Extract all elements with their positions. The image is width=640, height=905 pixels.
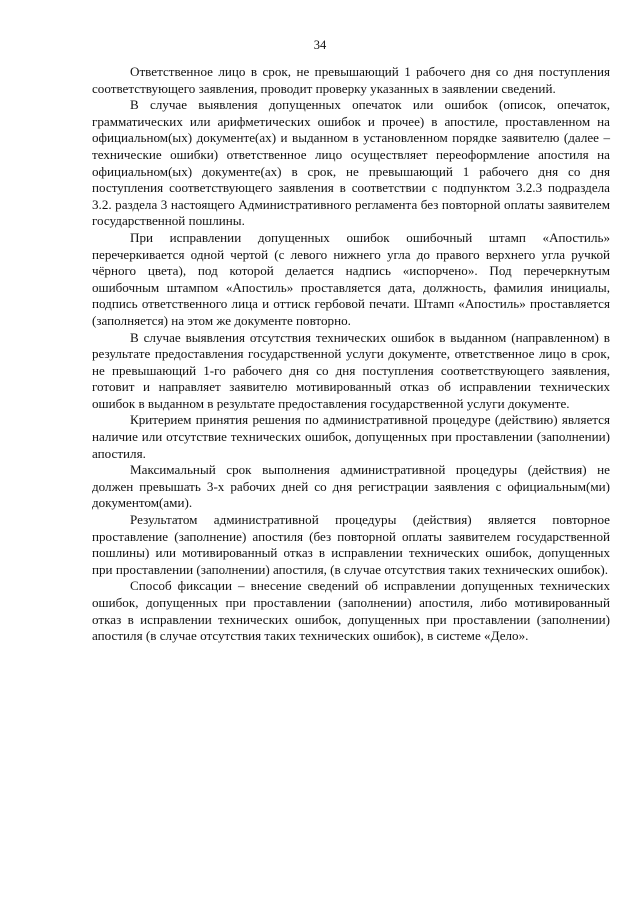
paragraph: В случае выявления отсутствия технических ошибок в выданном (направленном) в результате предоставления государственной услуги документе, ответственное лицо в срок, не превышающий 1-го рабочего дня со дня поступления соответствующего заявления, готовит и направляет заявителю мотивированный отказ об исправлении технических ошибок в выданном в результате предоставления государственной услуги документе. — [92, 329, 610, 411]
page-number: 34 — [313, 38, 327, 52]
body-text — [92, 64, 610, 645]
paragraph: При исправлении допущенных ошибок ошибочный штамп «Апостиль» перечеркивается одной чертой (с левого нижнего угла до правого верхнего угла ручкой чёрного цвета), под которой делается надпись «испорчено». Под перечеркнутым ошибочным штампом «Апостиль» проставляется дата, должность, фамилия инициалы, подпись ответственного лица и оттиск гербовой печати. Штамп «Апостиль» проставляется (заполняется) на этом же документе повторно. — [92, 229, 610, 328]
paragraph: Ответственное лицо в срок, не превышающий 1 рабочего дня со дня поступления соответствующего заявления, проводит проверку указанных в заявлении сведений. — [92, 64, 610, 96]
paragraph: Критерием принятия решения по административной процедуре (действию) является наличие или отсутствие технических ошибок, допущенных при проставлении (заполнении) апостиля. — [92, 412, 610, 461]
paragraph: Способ фиксации – внесение сведений об исправлении допущенных технических ошибок, допущенных при проставлении (заполнении) апостиля, либо мотивированный отказ в исправлении технических ошибок, допущенных при проставлении (заполнении) апостиля (в случае отсутствия таких технических ошибок), в системе «Дело». — [92, 578, 610, 644]
paragraph: Результатом административной процедуры (действия) является повторное проставление (заполнение) апостиля (без повторной оплаты заявителем государственной пошлины) или мотивированный отказ в исправлении технических ошибок, допущенных при проставлении (заполнении) апостиля, (в случае отсутствия таких технических ошибок). — [92, 512, 610, 577]
paragraph: В случае выявления допущенных опечаток или ошибок (описок, опечаток, грамматических или арифметических ошибок и прочее) в апостиле, проставленном на официальном(ых) документе(ах) и выданном в установленном порядке заявителю (далее – технические ошибки) ответственное лицо осуществляет переоформление апостиля на официальном(ых) документе(ах) в срок, не превышающий 1 рабочего дня со дня поступления соответствующего заявления в соответствии с подпунктом 3.2.3 подраздела 3.2. раздела 3 настоящего Административного регламента без повторной оплаты заявителем государственной пошлины. — [92, 97, 610, 229]
paragraph: Максимальный срок выполнения административной процедуры (действия) не должен превышать 3-х рабочих дней со дня регистрации заявления с официальным(ми) документом(ами). — [92, 462, 610, 511]
